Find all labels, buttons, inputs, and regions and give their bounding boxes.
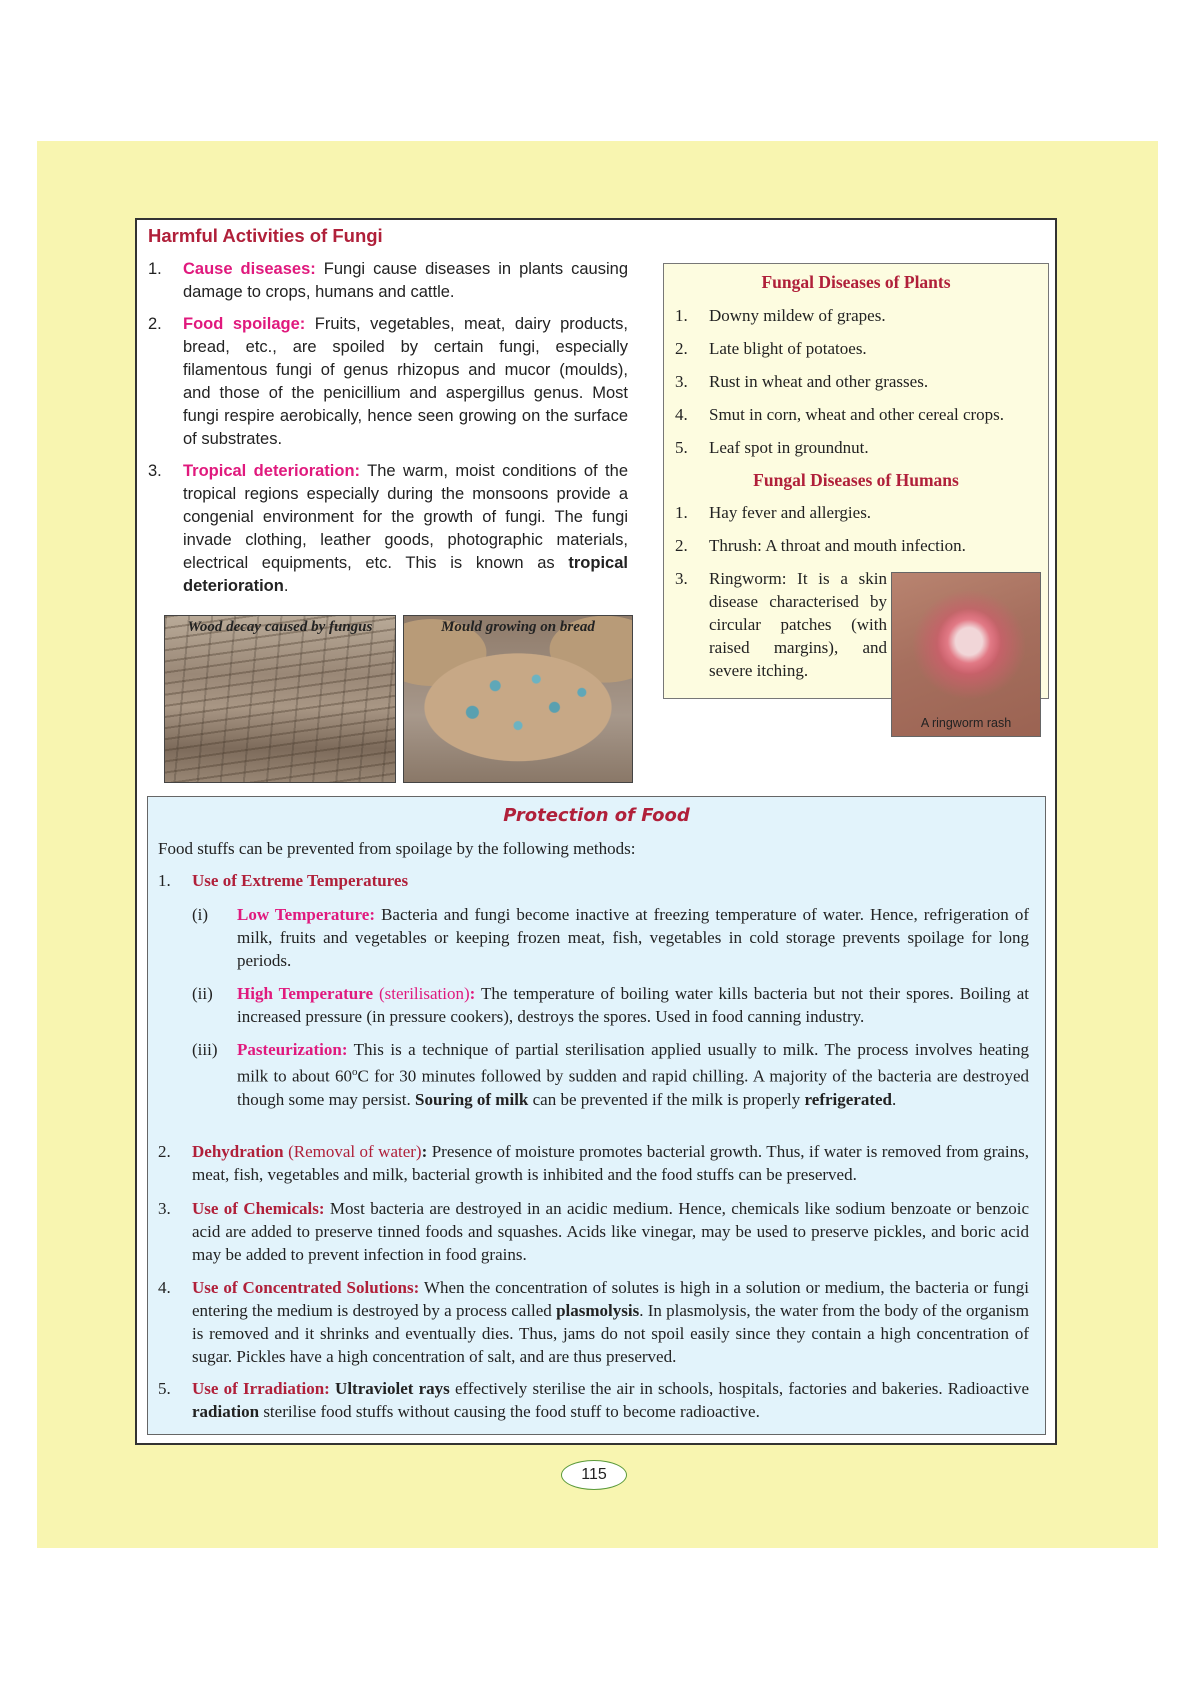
wood-decay-caption: Wood decay caused by fungus [187,619,373,635]
item-number: 2. [675,339,688,358]
item-number: 2. [675,536,688,555]
method-item [158,1140,1029,1186]
method-head: Use of Chemicals: [192,1199,325,1218]
item-text: Rust in wheat and other grasses. [709,372,929,391]
item-body: Fruits, vegetables, meat, dairy products, bread, etc., are spoiled by certain fungi, especially filamentous fungi of genus rhizopus and mucor (moulds), and those of the penicillium and aspergillus genus. Most fungi respire aerobically, hence seen growing on the surface of substrates. [183,315,628,448]
item-number: 4. [158,1278,171,1297]
mould-bread-image [403,615,633,783]
method-head: Dehydration [192,1142,284,1161]
mould-bread-caption: Mould growing on bread [441,619,595,635]
sub-method-item [192,982,1029,1028]
item-body: The warm, moist conditions of the tropical regions especially during the monsoons provide a congenial environment for the growth of fungi. The fungi invade clothing, leather goods, photographic materials, electrical equipments, etc. This is known as [183,462,628,572]
item-body: Bacteria and fungi become inactive at freezing temperature of water. Hence, refrigeration of milk, fruits and vegetables or keeping frozen meat, fish, vegetables in cold storage prevents spoilage for long periods. [237,905,1029,970]
method-item [158,869,1029,892]
list-item [148,313,628,451]
item-number: 3. [675,372,688,391]
item-text [192,1140,1029,1186]
sub-method-item [192,1038,1029,1111]
item-body: When the concentration of solutes is high in a solution or medium, the bacteria or fungi entering the medium is destroyed by a process called [192,1278,1029,1320]
item-body: Most bacteria are destroyed in an acidic medium. Hence, chemicals like sodium benzoate or benzoic acid are added to preserve tinned foods and squashes. Acids like vinegar, may be used to preserve pickles, and boric acid may be added to prevent infection in food grains. [192,1199,1030,1264]
item-text: Hay fever and allergies. [709,503,872,522]
item-number: 2. [158,1142,171,1161]
bold-term: plasmolysis [556,1301,640,1320]
wood-decay-image [164,615,396,783]
bold-term: refrigerated [804,1089,893,1109]
item-number: 3. [148,462,162,480]
list-item [675,337,1035,360]
method-head: Low Temperature: [237,905,375,924]
protection-intro: Food stuffs can be prevented from spoilage by the following methods: [158,839,636,858]
method-paren: (Removal of water) [288,1142,422,1161]
harmful-activities-heading: Harmful Activities of Fungi [148,225,383,246]
item-bold-term: tropical deterioration [183,554,628,595]
item-text [183,313,628,451]
method-colon: : [421,1142,428,1161]
item-number: 1. [148,260,162,278]
item-number: 3. [158,1199,171,1218]
method-paren: (sterilisation) [378,984,470,1003]
item-text [183,258,628,304]
item-text [237,903,1029,972]
item-number: 5. [158,1379,171,1398]
item-text: Ringworm: It is a skin disease characterised by circular patches (with raised margins), and severe itching. [709,569,887,680]
item-number: 1. [675,306,688,325]
item-text [192,1197,1029,1266]
item-text [192,1377,1029,1423]
method-head: Use of Irradiation: [192,1379,330,1398]
method-head: Pasteurization: [237,1040,348,1059]
method-head: Use of Extreme Temperatures [192,871,409,890]
item-body: The temperature of boiling water kills bacteria but not their spores. Boiling at increased pressure (in pressure cookers), destroys the spores. Used in food canning industry. [237,984,1029,1026]
ringworm-image [891,572,1041,737]
plant-diseases-heading: Fungal Diseases of Plants [761,272,951,292]
list-item [675,403,1045,426]
item-number: 3. [675,569,688,588]
item-head: Food spoilage: [183,315,306,333]
item-number: 1. [158,871,171,890]
item-number: (i) [192,905,209,924]
protection-heading: Protection of Food [503,805,690,826]
human-diseases-heading: Fungal Diseases of Humans [753,470,959,490]
item-number: (iii) [192,1040,218,1059]
item-text [192,1276,1029,1368]
item-body: Fungi cause diseases in plants causing damage to crops, humans and cattle. [183,260,629,301]
method-item [158,1276,1029,1368]
list-item [148,460,628,598]
item-text: Thrush: A throat and mouth infection. [709,536,966,555]
method-item [158,1197,1029,1266]
item-body: sterilise food stuffs without causing the food stuff to become radioactive. [263,1402,760,1421]
item-body: . In plasmolysis, the water from the body of the organism is removed and it shrinks and eventually dies. Thus, jams do not spoil easily since they contain a high concentration of sugar. Pickles have a high concentration of salt, and are thus preserved. [192,1301,1029,1366]
item-text [237,982,1029,1028]
bold-term: Ultraviolet rays [335,1379,450,1398]
list-item [675,436,1035,459]
item-head: Tropical deterioration: [183,462,361,480]
item-number: 2. [148,315,162,333]
list-item [675,304,1035,327]
item-head: Cause diseases: [183,260,316,278]
harmful-activities-list [148,258,628,607]
item-number: 4. [675,405,688,424]
item-text: Leaf spot in groundnut. [709,438,869,457]
item-body: Presence of moisture promotes bacterial growth. Thus, if water is removed from grains, meat, fish, vegetables and milk, bacterial growth is inhibited and the food stuffs can be preserved. [192,1142,1030,1184]
list-item [675,567,887,682]
item-body: effectively sterilise the air in schools, hospitals, factories and bakeries. Radioactive [454,1379,1030,1398]
list-item [148,258,628,304]
content-frame [135,218,1057,1445]
item-body: This is a technique of partial sterilisation applied usually to milk. The process involves heating milk to about 60 [237,1040,1029,1086]
protection-of-food-box [147,796,1046,1435]
list-item [675,370,1035,393]
method-head: High Temperature [237,984,373,1003]
method-item [158,1377,1029,1423]
bold-term: radiation [192,1402,260,1421]
item-text [237,1038,1029,1111]
bold-term: Souring of milk [415,1089,529,1109]
page-number: 115 [561,1460,627,1490]
list-item [675,534,1035,557]
ringworm-caption: A ringworm rash [920,716,1012,730]
item-text: Smut in corn, wheat and other cereal crops. [709,405,1005,424]
item-number: 5. [675,438,688,457]
item-text [183,460,628,598]
method-head: Use of Concentrated Solutions: [192,1278,420,1297]
sub-method-item [192,903,1029,972]
list-item [675,501,1035,524]
item-number: 1. [675,503,688,522]
item-end: . [892,1089,897,1109]
method-colon: : [469,984,476,1003]
item-text: Downy mildew of grapes. [709,306,886,325]
item-body: can be prevented if the milk is properly [532,1089,801,1109]
item-body: C for 30 minutes followed by sudden and rapid chilling. A majority of the bacteria are destroyed though some may persist. [237,1066,1029,1109]
degree-superscript: o [352,1066,358,1078]
item-number: (ii) [192,984,213,1003]
item-end: . [283,577,289,595]
item-text: Late blight of potatoes. [709,339,867,358]
